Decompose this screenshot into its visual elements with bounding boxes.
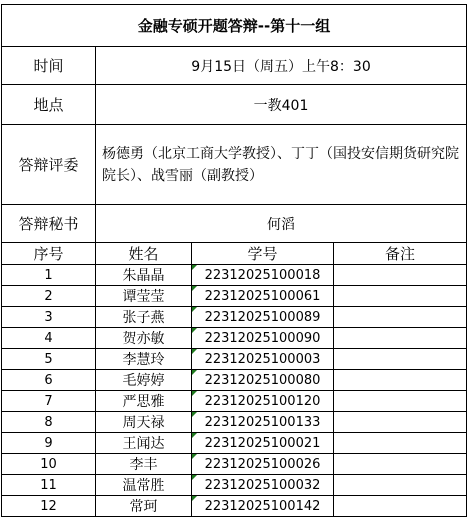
note-cell[interactable] bbox=[334, 307, 467, 328]
column-header: 序号 bbox=[2, 243, 96, 265]
table-row bbox=[2, 265, 467, 286]
table-row bbox=[2, 328, 467, 349]
student-id-cell[interactable]: 22312025100003 bbox=[192, 349, 334, 370]
table-row bbox=[2, 370, 467, 391]
place-label: 地点 bbox=[2, 85, 96, 125]
note-cell[interactable] bbox=[334, 370, 467, 391]
row-number-cell[interactable]: 6 bbox=[2, 370, 96, 391]
table-row bbox=[2, 475, 467, 496]
note-cell[interactable] bbox=[334, 286, 467, 307]
table-row bbox=[2, 286, 467, 307]
student-name-cell[interactable]: 周天禄 bbox=[96, 412, 192, 433]
row-number-cell[interactable]: 8 bbox=[2, 412, 96, 433]
note-cell[interactable] bbox=[334, 475, 467, 496]
student-id-cell[interactable]: 22312025100032 bbox=[192, 475, 334, 496]
table-row bbox=[2, 391, 467, 412]
row-number-cell[interactable]: 4 bbox=[2, 328, 96, 349]
note-cell[interactable] bbox=[334, 412, 467, 433]
time-value: 9月15日（周五）上午8：30 bbox=[96, 47, 467, 85]
student-name-cell[interactable]: 谭莹莹 bbox=[96, 286, 192, 307]
row-number-cell[interactable]: 9 bbox=[2, 433, 96, 454]
note-cell[interactable] bbox=[334, 454, 467, 475]
column-header: 姓名 bbox=[96, 243, 192, 265]
student-id-cell[interactable]: 22312025100021 bbox=[192, 433, 334, 454]
student-name-cell[interactable]: 贺亦敏 bbox=[96, 328, 192, 349]
student-id-cell[interactable]: 22312025100090 bbox=[192, 328, 334, 349]
secretary-label: 答辩秘书 bbox=[2, 205, 96, 243]
student-id-cell[interactable]: 22312025100080 bbox=[192, 370, 334, 391]
note-cell[interactable] bbox=[334, 328, 467, 349]
student-name-cell[interactable]: 张子燕 bbox=[96, 307, 192, 328]
student-name-cell[interactable]: 朱晶晶 bbox=[96, 265, 192, 286]
schedule-table bbox=[1, 4, 467, 517]
table-row bbox=[2, 433, 467, 454]
table-row bbox=[2, 412, 467, 433]
student-name-cell[interactable]: 毛婷婷 bbox=[96, 370, 192, 391]
student-name-cell[interactable]: 王闻达 bbox=[96, 433, 192, 454]
row-number-cell[interactable]: 2 bbox=[2, 286, 96, 307]
student-name-cell[interactable]: 李丰 bbox=[96, 454, 192, 475]
committee-value: 杨德勇（北京工商大学教授）、丁丁（国投安信期货研究院院长）、战雪丽（副教授） bbox=[96, 125, 467, 205]
time-label: 时间 bbox=[2, 47, 96, 85]
student-name-cell[interactable]: 温常胜 bbox=[96, 475, 192, 496]
row-number-cell[interactable]: 1 bbox=[2, 265, 96, 286]
row-number-cell[interactable]: 5 bbox=[2, 349, 96, 370]
table-row bbox=[2, 454, 467, 475]
note-cell[interactable] bbox=[334, 391, 467, 412]
student-name-cell[interactable]: 李慧玲 bbox=[96, 349, 192, 370]
student-id-cell[interactable]: 22312025100061 bbox=[192, 286, 334, 307]
secretary-value: 何滔 bbox=[96, 205, 467, 243]
row-number-cell[interactable]: 12 bbox=[2, 496, 96, 517]
student-id-cell[interactable]: 22312025100142 bbox=[192, 496, 334, 517]
student-name-cell[interactable]: 常珂 bbox=[96, 496, 192, 517]
place-value: 一教401 bbox=[96, 85, 467, 125]
table-row bbox=[2, 349, 467, 370]
row-number-cell[interactable]: 10 bbox=[2, 454, 96, 475]
committee-label: 答辩评委 bbox=[2, 125, 96, 205]
column-header: 备注 bbox=[334, 243, 467, 265]
note-cell[interactable] bbox=[334, 433, 467, 454]
table-row bbox=[2, 496, 467, 517]
table-row bbox=[2, 307, 467, 328]
row-number-cell[interactable]: 7 bbox=[2, 391, 96, 412]
student-id-cell[interactable]: 22312025100089 bbox=[192, 307, 334, 328]
student-name-cell[interactable]: 严思雅 bbox=[96, 391, 192, 412]
student-id-cell[interactable]: 22312025100018 bbox=[192, 265, 334, 286]
student-id-cell[interactable]: 22312025100133 bbox=[192, 412, 334, 433]
row-number-cell[interactable]: 11 bbox=[2, 475, 96, 496]
note-cell[interactable] bbox=[334, 349, 467, 370]
page-title: 金融专硕开题答辩--第十一组 bbox=[2, 5, 467, 47]
note-cell[interactable] bbox=[334, 265, 467, 286]
column-header-row bbox=[2, 243, 467, 265]
column-header: 学号 bbox=[192, 243, 334, 265]
student-id-cell[interactable]: 22312025100120 bbox=[192, 391, 334, 412]
note-cell[interactable] bbox=[334, 496, 467, 517]
row-number-cell[interactable]: 3 bbox=[2, 307, 96, 328]
student-id-cell[interactable]: 22312025100026 bbox=[192, 454, 334, 475]
